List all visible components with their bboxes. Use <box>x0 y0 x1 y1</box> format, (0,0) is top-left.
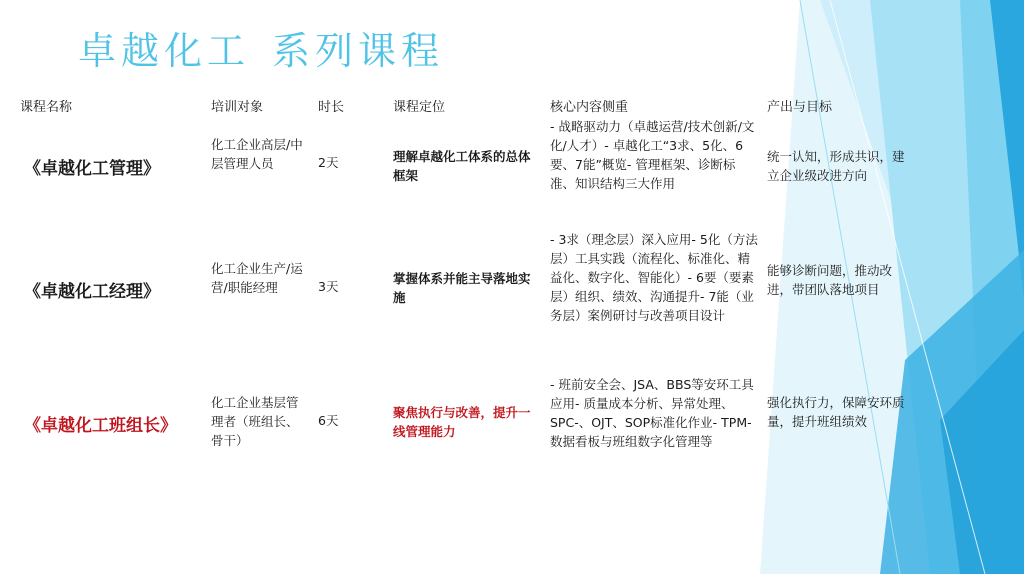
target-management: 化工企业高层/中层管理人员 <box>211 137 303 171</box>
course-name-team-leader: 《卓越化工班组长》 <box>24 416 177 436</box>
page-title <box>78 20 444 75</box>
duration-management: 2天 <box>318 155 339 170</box>
header-outcome: 产出与目标 <box>767 100 833 115</box>
outcome-manager: 能够诊断问题，推动改进，带团队落地项目 <box>767 263 893 297</box>
duration-team-leader: 6天 <box>318 413 339 428</box>
positioning-team-leader: 聚焦执行与改善，提升一线管理能力 <box>393 405 531 439</box>
course-name-manager: 《卓越化工经理》 <box>24 282 160 302</box>
title-part2: 系列课程 <box>272 29 445 73</box>
header-positioning: 课程定位 <box>393 100 446 115</box>
header-course-name: 课程名称 <box>20 100 73 115</box>
header-target: 培训对象 <box>211 100 264 115</box>
header-content: 核心内容侧重 <box>550 100 629 115</box>
positioning-management: 理解卓越化工体系的总体框架 <box>393 149 531 183</box>
outcome-management: 统一认知，形成共识，建立企业级改进方向 <box>767 149 905 183</box>
target-team-leader: 化工企业基层管理者（班组长、骨干） <box>211 395 299 448</box>
target-manager: 化工企业生产/运营/职能经理 <box>211 261 303 295</box>
course-name-management: 《卓越化工管理》 <box>24 159 160 179</box>
title-part1: 卓越化工 <box>78 29 251 73</box>
outcome-team-leader: 强化执行力，保障安环质量，提升班组绩效 <box>767 395 905 429</box>
content-team-leader: - 班前安全会、JSA、BBS等安环工具应用- 质量成本分析、异常处理、SPC-、OJT、SOP标准化作业- TPM- 数据看板与班组数字化管理等 <box>550 377 754 449</box>
positioning-manager: 掌握体系并能主导落地实施 <box>393 271 531 305</box>
duration-manager: 3天 <box>318 279 339 294</box>
content-manager: - 3求（理念层）深入应用- 5化（方法层）工具实践（流程化、标准化、精益化、数字化、智能化）- 6要（要素层）组织、绩效、沟通提升- 7能（业务层）案例研讨与改善项目设计 <box>550 232 758 323</box>
content-management: - 战略驱动力（卓越运营/技术创新/文化/人才）- 卓越化工“3求、5化、6要、7能”概览- 管理框架、诊断标准、知识结构三大作用 <box>550 119 755 191</box>
header-duration: 时长 <box>318 100 345 115</box>
